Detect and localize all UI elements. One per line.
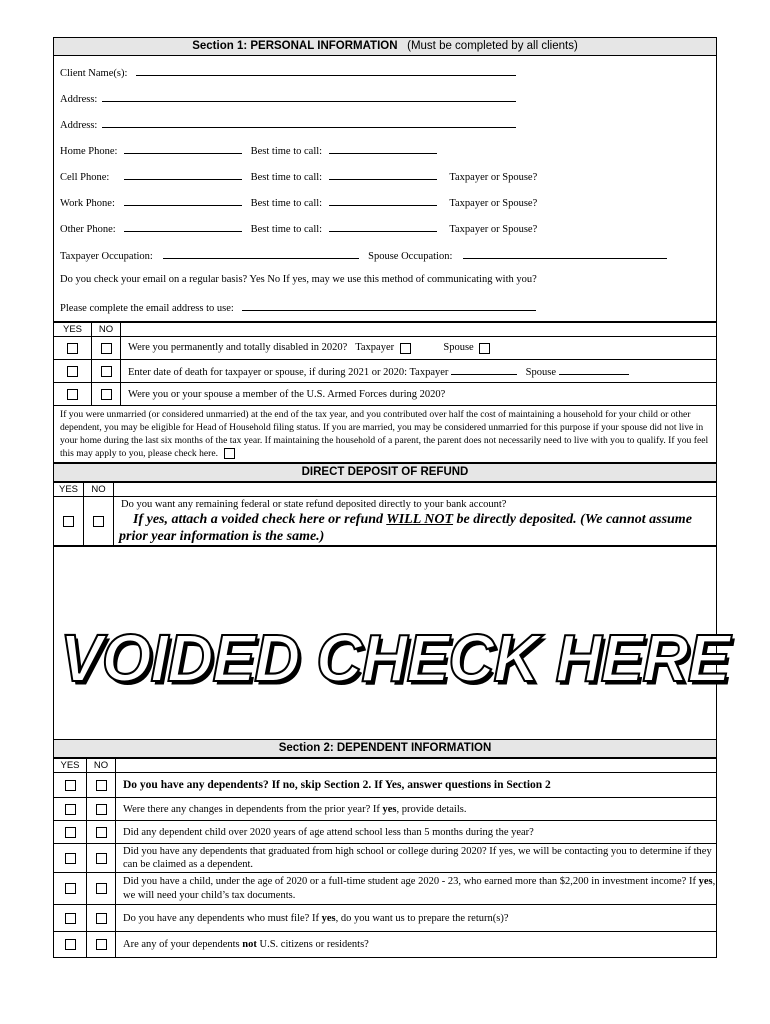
- other-phone-field[interactable]: [124, 221, 242, 232]
- address1-field[interactable]: [102, 91, 516, 102]
- direct-deposit-no-checkbox[interactable]: [93, 516, 104, 527]
- has-dependents-question: Do you have any dependents? If no, skip Section 2. If Yes, answer questions in Section 2: [123, 779, 551, 791]
- investment-income-no-checkbox[interactable]: [96, 883, 107, 894]
- must-file-question: Do you have any dependents who must file? If yes, do you want us to prepare the return(s)?: [116, 905, 717, 932]
- spouse-occupation-label: Spouse Occupation:: [368, 251, 453, 262]
- other-phone-row: [60, 221, 537, 235]
- graduated-no-checkbox[interactable]: [96, 853, 107, 864]
- disabled-no-checkbox[interactable]: [101, 343, 112, 354]
- direct-deposit-yes-checkbox[interactable]: [63, 516, 74, 527]
- dependents-changed-no-checkbox[interactable]: [96, 804, 107, 815]
- dependents-changed-question: Were there any changes in dependents from the prior year? If yes, provide details.: [116, 798, 717, 821]
- direct-deposit-block: [53, 463, 717, 547]
- email-question: Do you check your email on a regular basis? Yes No If yes, may we use this method of communicating with you?: [60, 274, 537, 285]
- email-complete-row: [60, 300, 536, 314]
- not-citizens-yes-checkbox[interactable]: [65, 939, 76, 950]
- no-col-header: NO: [92, 323, 121, 337]
- school-less-5-months-no-checkbox[interactable]: [96, 827, 107, 838]
- dd-emph-end: be directly deposited. (We cannot assume prior year information is the same.): [119, 512, 692, 544]
- section1-title: Section 1: PERSONAL INFORMATION: [192, 40, 398, 52]
- hoh-paragraph: If you were unmarried (or considered unmarried) at the end of the tax year, and you contributed over half the cost of maintaining a household for your child or other dependent, you may be eligible for Head of Household filing status. If you are married, you may be considered unmarried for this purpose if your spouse did not live in your home during the last six months of the tax year. If maintaining the household of a parent, the parent does not necessarily need to live with you to qualify. If you feel this may apply to you, please check here.: [60, 409, 709, 459]
- school-less-5-months-question: Did any dependent child over 2020 years of age attend school less than 5 months during the year?: [123, 826, 534, 838]
- dd-emph-underline: WILL NOT: [386, 512, 454, 527]
- address1-label: Address:: [60, 94, 98, 105]
- death-spouse-field[interactable]: [559, 364, 629, 375]
- section1-header: [54, 38, 716, 56]
- section2-block: [53, 739, 717, 958]
- section1-block: [53, 37, 717, 322]
- other-best-time-field[interactable]: [329, 221, 437, 232]
- dd-no-header: NO: [84, 483, 114, 497]
- direct-deposit-table: [54, 482, 716, 546]
- not-citizens-no-checkbox[interactable]: [96, 939, 107, 950]
- direct-deposit-question: Do you want any remaining federal or state refund deposited directly to your bank account?: [121, 499, 507, 510]
- occupation-row: [60, 248, 667, 262]
- taxpayer-or-spouse-label: Taxpayer or Spouse?: [449, 172, 538, 183]
- home-phone-label: Home Phone:: [60, 146, 118, 157]
- direct-deposit-title: DIRECT DEPOSIT OF REFUND: [301, 466, 469, 478]
- voided-check-label: VOIDED CHECK HERE: [60, 620, 730, 696]
- address2-row: [60, 117, 516, 131]
- email-field[interactable]: [242, 300, 536, 311]
- cell-phone-row: [60, 169, 537, 183]
- disabled-question: Were you permanently and totally disabled in 2020?: [128, 342, 348, 354]
- must-file-yes-checkbox[interactable]: [65, 913, 76, 924]
- client-names-row: [60, 65, 516, 79]
- has-dependents-no-checkbox[interactable]: [96, 780, 107, 791]
- work-phone-field[interactable]: [124, 195, 242, 206]
- best-time-label: Best time to call:: [250, 172, 323, 183]
- death-date-question: Enter date of death for taxpayer or spouse, if during 2021 or 2020: Taxpayer: [128, 367, 449, 378]
- investment-income-question: Did you have a child, under the age of 2020 or a full-time student age 2020 - 23, who earned more than $2,200 in investment income? If yes, we will need your child’s tax documents.: [116, 873, 717, 905]
- best-time-label: Best time to call:: [250, 224, 323, 235]
- armed-forces-question: Were you or your spouse a member of the U.S. Armed Forces during 2020?: [128, 388, 446, 400]
- direct-deposit-instruction: [119, 511, 716, 545]
- work-phone-row: [60, 195, 537, 209]
- graduated-yes-checkbox[interactable]: [65, 853, 76, 864]
- yes-col-header: YES: [54, 323, 92, 337]
- taxpayer-occupation-label: Taxpayer Occupation:: [60, 251, 153, 262]
- section2-title: Section 2: DEPENDENT INFORMATION: [278, 742, 492, 754]
- work-phone-label: Work Phone:: [60, 198, 115, 209]
- has-dependents-yes-checkbox[interactable]: [65, 780, 76, 791]
- disabled-yes-checkbox[interactable]: [67, 343, 78, 354]
- section1-subtitle: (Must be completed by all clients): [407, 40, 578, 52]
- work-best-time-field[interactable]: [329, 195, 437, 206]
- death-spouse-label: Spouse: [525, 367, 556, 378]
- dependents-table: [54, 758, 716, 957]
- hoh-paragraph-cell: [54, 406, 717, 463]
- hoh-checkbox[interactable]: [224, 448, 235, 459]
- death-taxpayer-field[interactable]: [451, 364, 517, 375]
- s2-no-header: NO: [87, 759, 116, 773]
- section2-header: [54, 740, 716, 758]
- spouse-occupation-field[interactable]: [463, 248, 667, 259]
- home-best-time-field[interactable]: [329, 143, 437, 154]
- cell-phone-field[interactable]: [124, 169, 242, 180]
- best-time-label: Best time to call:: [250, 146, 323, 157]
- armed-forces-no-checkbox[interactable]: [101, 389, 112, 400]
- address2-field[interactable]: [102, 117, 516, 128]
- armed-forces-yes-checkbox[interactable]: [67, 389, 78, 400]
- disabled-taxpayer-checkbox[interactable]: [400, 343, 411, 354]
- dd-emph-start: If yes, attach a voided check here or refund: [133, 512, 387, 527]
- best-time-label: Best time to call:: [250, 198, 323, 209]
- client-names-field[interactable]: [136, 65, 516, 76]
- must-file-no-checkbox[interactable]: [96, 913, 107, 924]
- disabled-spouse-checkbox[interactable]: [479, 343, 490, 354]
- death-no-checkbox[interactable]: [101, 366, 112, 377]
- taxpayer-or-spouse-label: Taxpayer or Spouse?: [449, 224, 538, 235]
- graduated-question: Did you have any dependents that graduated from high school or college during 2020? If yes, we will be contacting you to determine if they can be claimed as a dependent.: [123, 846, 712, 870]
- home-phone-row: [60, 143, 437, 157]
- address2-label: Address:: [60, 120, 98, 131]
- client-names-label: Client Name(s):: [60, 68, 128, 79]
- email-question-row: [60, 274, 537, 285]
- dependents-changed-yes-checkbox[interactable]: [65, 804, 76, 815]
- other-phone-label: Other Phone:: [60, 224, 116, 235]
- email-complete-label: Please complete the email address to use:: [60, 303, 234, 314]
- disabled-spouse-label: Spouse: [443, 342, 474, 354]
- school-less-5-months-yes-checkbox[interactable]: [65, 827, 76, 838]
- cell-phone-label: Cell Phone:: [60, 172, 110, 183]
- voided-check-area[interactable]: [53, 547, 730, 739]
- cell-best-time-field[interactable]: [329, 169, 437, 180]
- disabled-taxpayer-label: Taxpayer: [355, 342, 395, 354]
- not-citizens-question: Are any of your dependents not U.S. citizens or residents?: [116, 932, 717, 957]
- taxpayer-or-spouse-label: Taxpayer or Spouse?: [449, 198, 538, 209]
- investment-income-yes-checkbox[interactable]: [65, 883, 76, 894]
- death-yes-checkbox[interactable]: [67, 366, 78, 377]
- taxpayer-occupation-field[interactable]: [163, 248, 359, 259]
- home-phone-field[interactable]: [124, 143, 242, 154]
- s2-yes-header: YES: [54, 759, 87, 773]
- direct-deposit-header: [54, 463, 716, 482]
- dd-yes-header: YES: [54, 483, 84, 497]
- address1-row: [60, 91, 516, 105]
- personal-yn-table: [53, 322, 717, 463]
